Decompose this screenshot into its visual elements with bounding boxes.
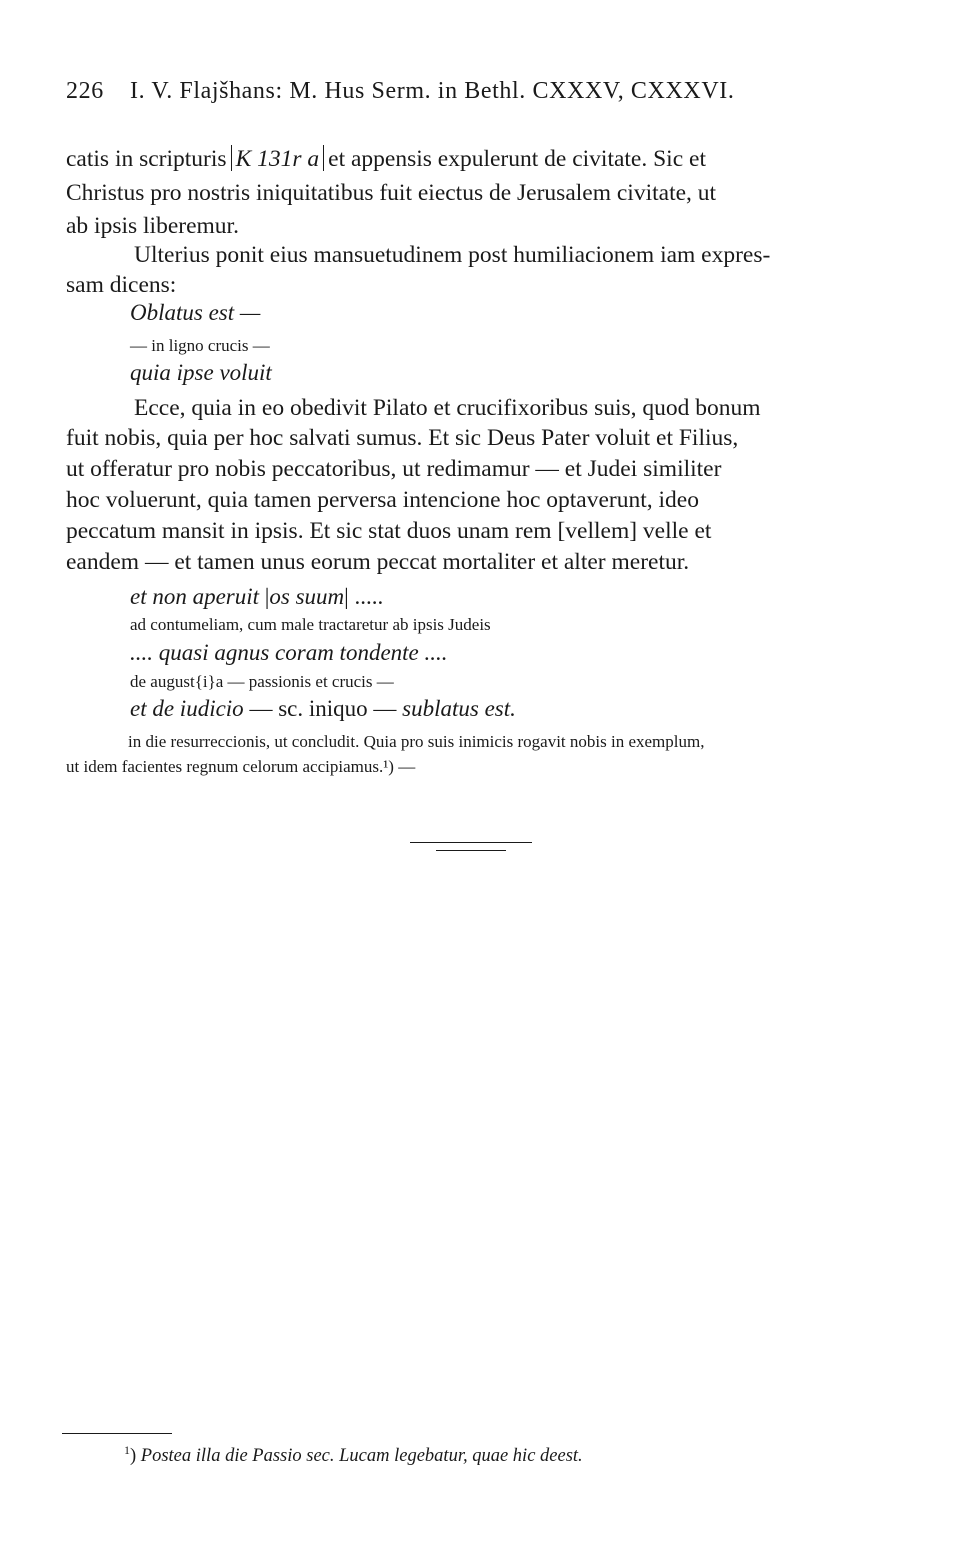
gloss-fragment: a — passionis et crucis — xyxy=(215,672,394,691)
brace-mark: { xyxy=(194,672,203,691)
text-line xyxy=(66,145,706,173)
running-title: I. V. Flajšhans: M. Hus Serm. in Bethl. CXXXV, CXXXVI. xyxy=(130,78,735,104)
text-line: ab ipsis liberemur. xyxy=(66,213,239,239)
text-line: Christus pro nostris iniquitatibus fuit eiectus de Jerusalem civitate, ut xyxy=(66,180,717,206)
section-divider xyxy=(436,850,506,851)
gloss-line: ut idem facientes regnum celorum accipiamus.¹) — xyxy=(66,757,416,776)
text-line: ut offeratur pro nobis peccatoribus, ut redimamur — et Judei similiter xyxy=(66,456,722,482)
brace-mark: } xyxy=(207,672,216,691)
verse-fragment: os suum xyxy=(269,584,345,609)
text-fragment: catis in scripturis xyxy=(66,146,227,172)
page-number: 226 xyxy=(66,78,104,104)
verse-fragment: et de iudicio xyxy=(130,696,244,721)
gloss-line xyxy=(130,672,394,692)
footnote-marker: 1 xyxy=(124,1443,130,1457)
footnote-rule xyxy=(62,1433,172,1434)
verse-fragment: — sc. iniquo — xyxy=(249,696,397,721)
text-fragment: et appensis expulerunt de civitate. Sic et xyxy=(328,146,706,172)
paragraph-first-line: Ecce, quia in eo obedivit Pilato et crucifixoribus suis, quod bonum xyxy=(134,395,761,421)
text-line: peccatum mansit in ipsis. Et sic stat duos unam rem [vellem] velle et xyxy=(66,518,712,544)
gloss-line: in die resurreccionis, ut concludit. Quia pro suis inimicis rogavit nobis in exemplum, xyxy=(128,732,705,751)
footnote: $^1$) Postea illa die Passio sec. Lucam legebatur, quae hic deest. xyxy=(124,1443,583,1467)
footnote-text: Postea illa die Passio sec. Lucam legebatur, quae hic deest. xyxy=(140,1446,583,1467)
brace-mark: | xyxy=(344,584,349,609)
gloss-fragment: i xyxy=(202,672,208,691)
verse-line: .... quasi agnus coram tondente .... xyxy=(130,640,448,665)
verse-line: Oblatus est — xyxy=(130,300,261,325)
text-line: eandem — et tamen unus eorum peccat mortaliter et alter meretur. xyxy=(66,549,690,575)
text-line: hoc voluerunt, quia tamen perversa intencione hoc optaverunt, ideo xyxy=(66,487,699,513)
verse-fragment: et non aperuit xyxy=(130,584,260,609)
section-divider xyxy=(410,842,532,843)
verse-line: quia ipse voluit xyxy=(130,360,272,385)
ellipsis: ..... xyxy=(354,584,384,609)
brace-mark: | xyxy=(264,584,270,609)
running-header xyxy=(66,78,734,105)
ref-bracket xyxy=(323,145,324,171)
verse-fragment: sublatus est. xyxy=(402,696,516,721)
paragraph-first-line: Ulterius ponit eius mansuetudinem post humiliacionem iam expres- xyxy=(134,242,771,268)
gloss-line: — in ligno crucis — xyxy=(130,336,270,355)
text-line: sam dicens: xyxy=(66,272,177,298)
gloss-fragment: de august xyxy=(130,672,195,691)
gloss-line: ad contumeliam, cum male tractaretur ab ipsis Judeis xyxy=(130,615,491,634)
text-line: fuit nobis, quia per hoc salvati sumus. Et sic Deus Pater voluit et Filius, xyxy=(66,425,739,451)
manuscript-reference: K 131r a xyxy=(235,146,320,172)
ref-bracket xyxy=(231,145,232,171)
verse-line xyxy=(130,584,383,610)
verse-line xyxy=(130,696,516,722)
